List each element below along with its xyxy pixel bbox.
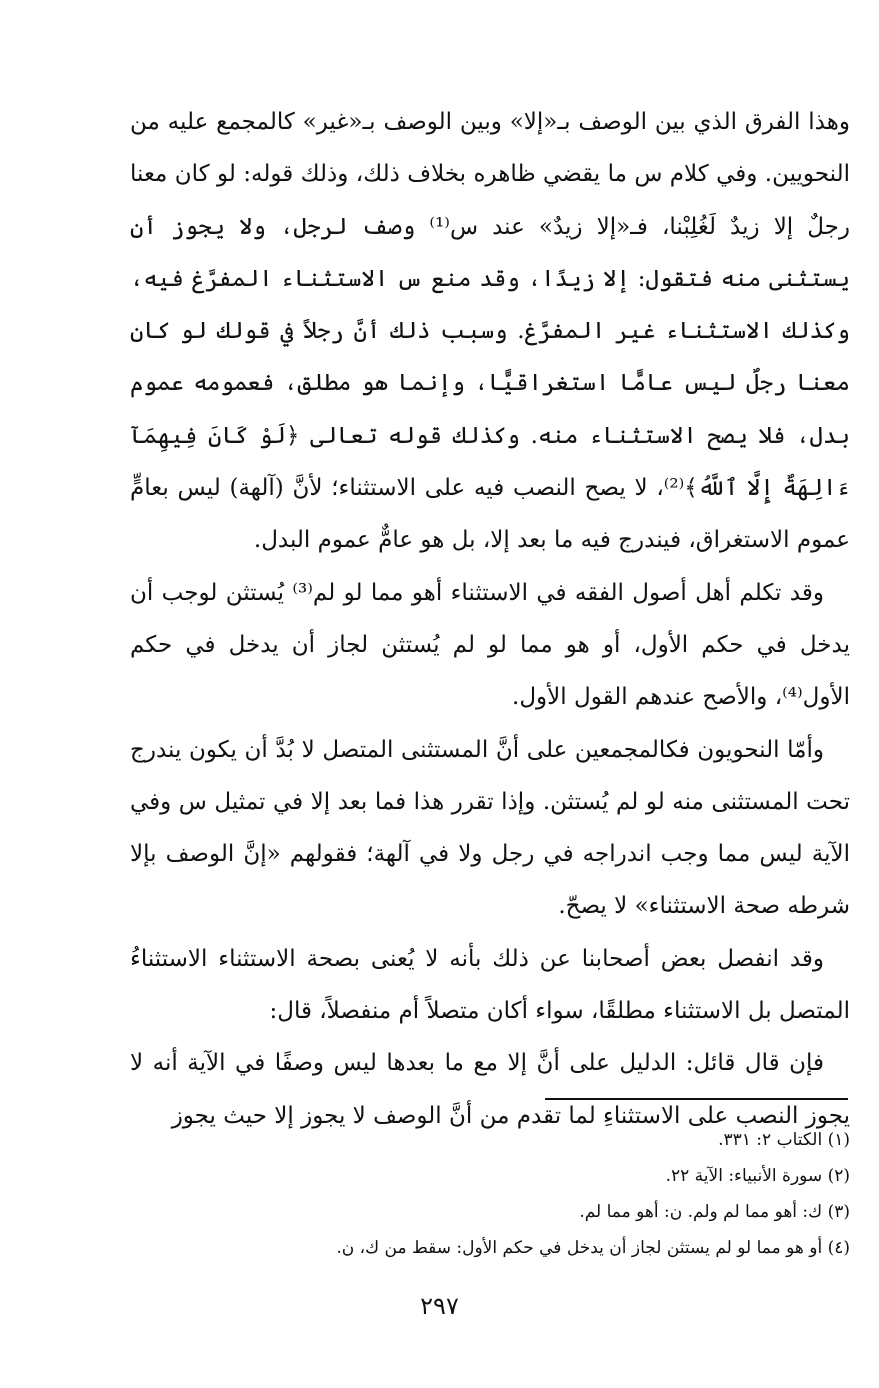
paragraph-1: وهذا الفرق الذي بين الوصف بـ«إلا» وبين الوصف بـ«غير» كالمجمع عليه من النحويين. وفي كلام س ما يقضي ظاهره بخلاف ذلك، وذلك قوله: لو كان معنا رجلٌ إلا زيدٌ لَغُلِبْنا، فـ«إلا زيدٌ» عند س⁽¹⁾ وصف لرجل، ولا يجوز أن يستثنى منه فتقول: إلا زيدًا، وقد منع س الاستثناء المفرَّغ فيه، وكذلك الاستثناء غير المفرَّغ. وسبب ذلك أنَّ رجلاً في قولك لو كان معنا رجلٌ ليس عامًّا استغراقيًّا، وإنما هو مطلق، فعمومه عموم بدل، فلا يصح الاستثناء منه. وكذلك قوله تعالى ﴿لَوْ كَانَ فِيهِمَآ ءَالِهَةٌ إِلَّا ٱللَّهُ﴾⁽²⁾، لا يصح النصب فيه على الاستثناء؛ لأنَّ (آلهة) ليس بعامٍّ عموم الاستغراق، فيندرج فيه ما بعد إلا، بل هو عامٌّ عموم البدل. (130, 109, 851, 554)
paragraph-3: وأمّا النحويون فكالمجمعين على أنَّ المستثنى المتصل لا بُدَّ أن يكون يندرج تحت المستثنى منه لو لم يُستثن. وإذا تقرر هذا فما بعد إلا في تمثيل س وفي الآية ليس مما وجب اندراجه في رجل ولا في آلهة؛ فقولهم «إنَّ الوصف بإلا شرطه صحة الاستثناء» لا يصحّ. (130, 736, 850, 920)
paragraph-4: وقد انفصل بعض أصحابنا عن ذلك بأنه لا يُعنى بصحة الاستثناء الاستثناءُ المتصل بل الاستثناء مطلقًا، سواء أكان متصلاً أم منفصلاً، قال: (130, 945, 850, 1025)
main-text (130, 96, 850, 1142)
paragraph-2: وقد تكلم أهل أصول الفقه في الاستثناء أهو مما لو لم⁽³⁾ يُستثن لوجب أن يدخل في حكم الأول، أو هو مما لو لم يُستثن لجاز أن يدخل في حكم الأول⁽⁴⁾، والأصح عندهم القول الأول. (130, 579, 850, 711)
paragraph-5: فإن قال قائل: الدليل على أنَّ إلا مع ما بعدها ليس وصفًا في الآية أنه لا يجوز النصب على الاستثناءِ لما تقدم من أنَّ الوصف لا يجوز إلا حيث يجوز (130, 1050, 850, 1129)
footnote-4: (٤) أو هو مما لو لم يستثن لجاز أن يدخل في حكم الأول: سقط من ك، ن. (336, 1238, 850, 1258)
footnote-1: (١) الكتاب ٢: ٣٣١. (718, 1130, 850, 1150)
page-number: ٢٩٧ (420, 1292, 459, 1320)
footnote-3: (٣) ك: أهو مما لم ولم. ن: أهو مما لم. (579, 1202, 850, 1222)
footnote-separator (545, 1098, 848, 1100)
footnote-2: (٢) سورة الأنبياء: الآية ٢٢. (665, 1166, 850, 1186)
footnotes (130, 1122, 850, 1266)
